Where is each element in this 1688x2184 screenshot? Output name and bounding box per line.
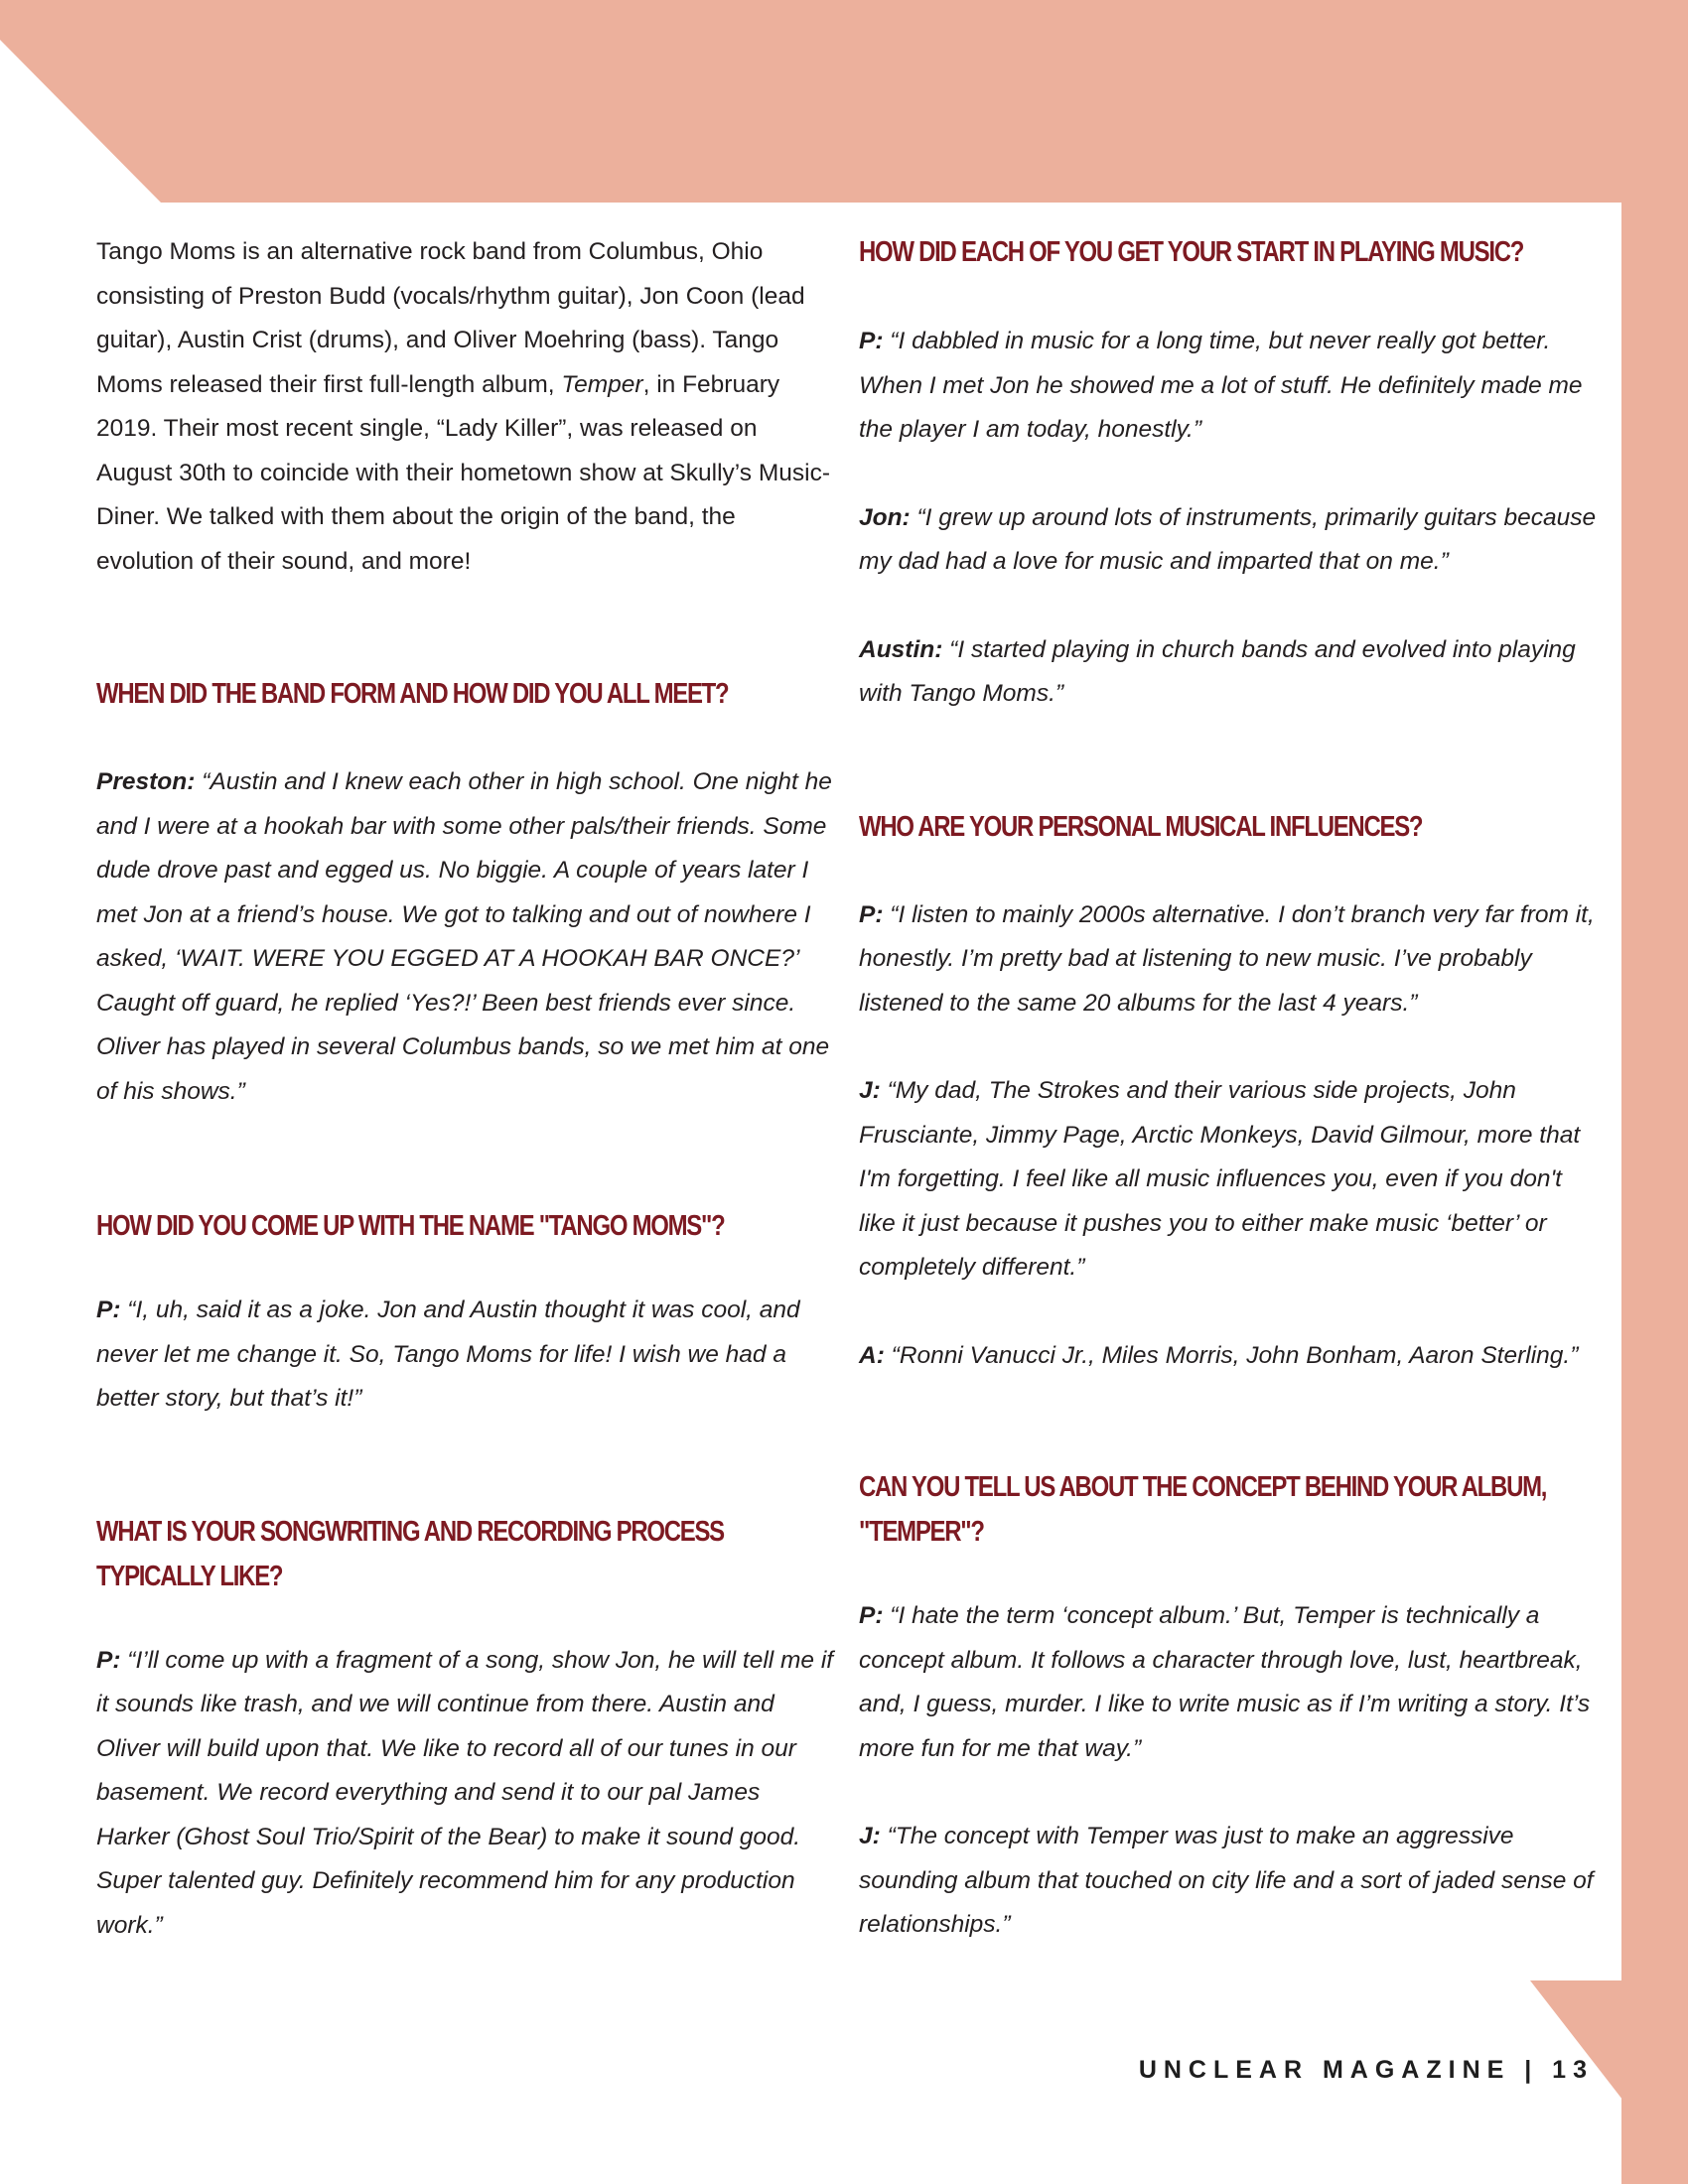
answer-jon-start: Jon: “I grew up around lots of instruments, primarily guitars because my dad had a love for music and imparted that on me.” [859,503,1597,575]
answer-j-influences: J: “My dad, The Strokes and their various side projects, John Frusciante, Jimmy Page, Arctic Monkeys, David Gilmour, more that I'm forgetting. I feel like all music influences you, even if you don't like it just because it pushes you to either make music ‘better’ or completely different.” [859,1077,1581,1281]
answer-a-influences: A: “Ronni Vanucci Jr., Miles Morris, John Bonham, Aaron Sterling.” [859,1341,1579,1369]
intro-paragraph: Tango Moms is an alternative rock band from Columbus, Ohio consisting of Preston Budd (vocals/rhythm guitar), Jon Coon (lead guitar), Austin Crist (drums), and Oliver Moehring (bass). Tango Moms released their first full-length album, Temper, in February 2019. Their most recent single, “Lady Killer”, was released on August 30th to coincide with their hometown show at Skully’s Music-Diner. We talked with them about the origin of the band, the evolution of their sound, and more! [96,238,830,575]
right-peach-strip [1621,203,1688,2184]
left-column [96,230,836,1948]
page-footer: UNCLEAR MAGAZINE | 13 [1138,2056,1594,2084]
question-concept: CAN YOU TELL US ABOUT THE CONCEPT BEHIND YOUR ALBUM, "TEMPER"? [859,1471,1547,1548]
answer-p-band-name: P: “I, uh, said it as a joke. Jon and Austin thought it was cool, and never let me change it. So, Tango Moms for life! I wish we had a better story, but that’s it!” [96,1297,800,1412]
question-band-name: HOW DID YOU COME UP WITH THE NAME "TANGO MOMS"? [96,1210,725,1242]
question-influences: WHO ARE YOUR PERSONAL MUSICAL INFLUENCES? [859,810,1423,843]
answer-p-start: P: “I dabbled in music for a long time, but never really got better. When I met Jon he showed me a lot of stuff. He definitely made me the player I am today, honestly.” [859,328,1583,443]
answer-austin-start: Austin: “I started playing in church bands and evolved into playing with Tango Moms.” [859,635,1576,707]
answer-p-concept: P: “I hate the term ‘concept album.’ But, Temper is technically a concept album. It follows a character through love, lust, heartbreak, and, I guess, murder. I like to write music as if I’m writing a story. It’s more fun for me that way.” [859,1602,1591,1762]
question-start: HOW DID EACH OF YOU GET YOUR START IN PLAYING MUSIC? [859,236,1524,268]
answer-p-songwriting: P: “I’ll come up with a fragment of a song, show Jon, he will tell me if it sounds like trash, and we will continue from there. Austin and Oliver will build upon that. We like to record all of our tunes in our basement. We record everything and send it to our pal James Harker (Ghost Soul Trio/Spirit of the Bear) to make it sound good. Super talented guy. Definitely recommend him for any production work.” [96,1646,834,1939]
right-column [859,230,1599,1948]
answer-j-concept: J: “The concept with Temper was just to make an aggressive sounding album that touched on city life and a sort of jaded sense of relationships.” [859,1823,1594,1938]
question-band-form: WHEN DID THE BAND FORM AND HOW DID YOU ALL MEET? [96,678,729,710]
answer-p-influences: P: “I listen to mainly 2000s alternative. I don’t branch very far from it, honestly. I’m pretty bad at listening to new music. I’ve probably listened to the same 20 albums for the last 4 years.” [859,900,1595,1017]
top-peach-banner [0,0,1688,203]
question-songwriting: WHAT IS YOUR SONGWRITING AND RECORDING PROCESS TYPICALLY LIKE? [96,1515,724,1592]
album-title: Temper [561,370,643,398]
answer-preston-band-form: Preston: “Austin and I knew each other in high school. One night he and I were at a hookah bar with some other pals/their friends. Some dude drove past and egged us. No biggie. A couple of years later I met Jon at a friend’s house. We got to talking and out of nowhere I asked, ‘WAIT. WERE YOU EGGED AT A HOOKAH BAR ONCE?’ Caught off guard, he replied ‘Yes?!’ Been best friends ever since. Oliver has played in several Columbus bands, so we met him at one of his shows.” [96,768,832,1105]
